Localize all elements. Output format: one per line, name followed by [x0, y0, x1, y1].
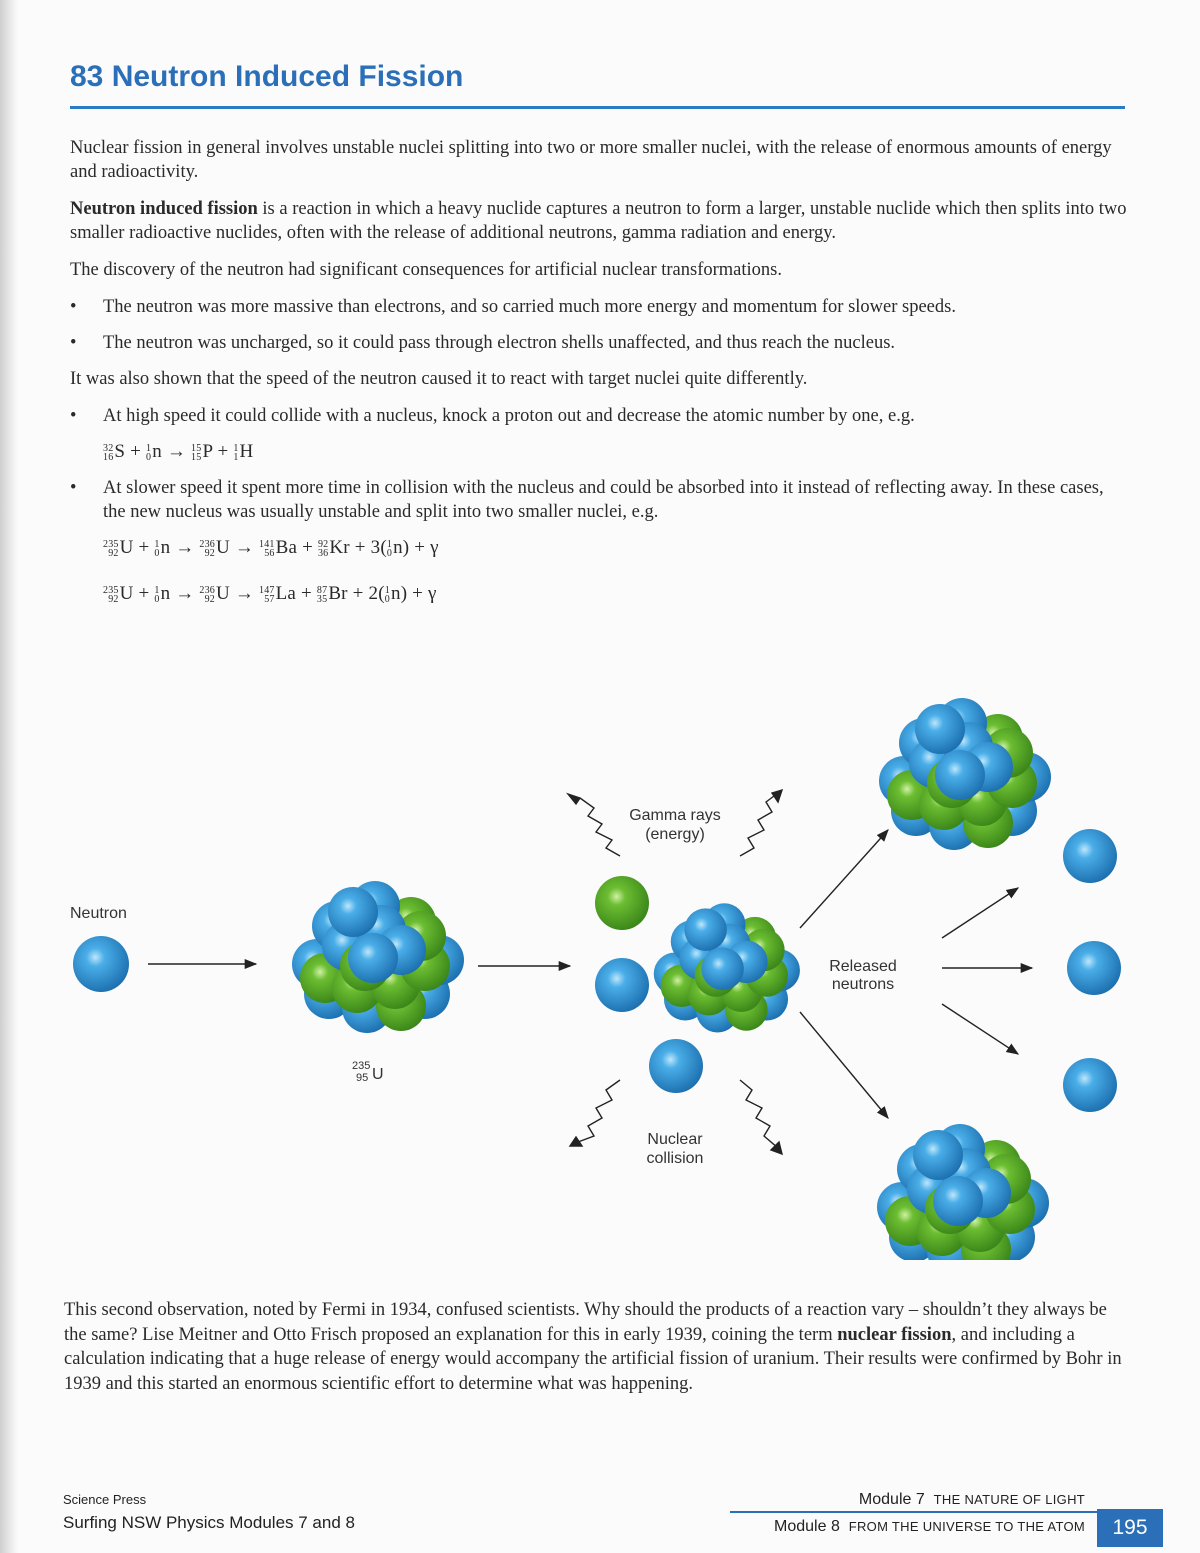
fragment-arrow-bottom [800, 1012, 888, 1118]
equation-uranium-barium: 235 92 U + 1 0 n → 236 92 U → 141 56 Ba + 92 36 Kr + 3( 1 0 n) + γ [103, 537, 439, 559]
released-neutron [595, 958, 649, 1012]
bullet-text: The neutron was more massive than electrons, and so carried much more energy and momentum for slower speeds. [103, 297, 956, 317]
neutron-arrow-down [942, 1004, 1018, 1054]
nuclide-notation: 1 0 [154, 584, 160, 605]
equation-uranium-lanthanum: 235 92 U + 1 0 n → 236 92 U → 147 57 La + 87 35 Br + 2( 1 0 n) + γ [103, 583, 437, 605]
uranium-atomic-number: 95 [356, 1072, 369, 1084]
bullet-uncharged [70, 331, 1130, 355]
bullet-high-speed [70, 404, 1130, 428]
page-title: 83 Neutron Induced Fission [70, 60, 464, 93]
footer-module-8: Module 8 FROM THE UNIVERSE TO THE ATOM [774, 1518, 1085, 1535]
uranium-symbol: U [372, 1066, 384, 1083]
released-neutrons-label-2: neutrons [831, 976, 895, 993]
nuclide-notation: 87 35 [316, 584, 328, 605]
gamma-label: Gamma rays [629, 807, 721, 824]
bullet-dot: • [70, 333, 77, 353]
collision-label: Nuclear [647, 1131, 703, 1148]
closing-paragraph: This second observation, noted by Fermi in 1934, confused scientists. Why should the products of a reaction vary – shouldn’t they always be the same? Lise Meitner and Otto Frisch proposed an explanation for this in early 1939, coining the term nuclear fission, and including a calculation indicating that a huge release of energy would accompany the artificial fission of uranium. Their results were confirmed by Bohr in 1939 and this started an enormous scientific effort to determine what was happening. [64, 1300, 1122, 1394]
paragraph-fission-intro: Nuclear fission in general involves unstable nuclei splitting into two or more smaller nuclei, with the release of enormous amounts of energy and radioactivity. [70, 138, 1112, 182]
neutron-arrow-up [942, 888, 1018, 938]
bullet-slow-speed [70, 476, 1130, 524]
fragment-arrow-top [800, 830, 888, 928]
released-neutron [1063, 1058, 1117, 1112]
paragraph-neutron-induced [70, 197, 1130, 245]
nuclide-notation: 1 0 [146, 442, 152, 463]
term-nuclear-fission: nuclear fission [837, 1324, 952, 1345]
paragraph-speed: It was also shown that the speed of the neutron caused it to react with target nuclei quite differently. [70, 369, 808, 389]
nuclide-notation: 92 36 [317, 538, 329, 559]
title-divider [70, 106, 1125, 109]
bullet-text: At high speed it could collide with a nucleus, knock a proton out and decrease the atomic number by one, e.g. [103, 406, 915, 426]
footer-divider [730, 1511, 1097, 1513]
nuclide-notation: 15 15 [191, 442, 202, 463]
bullet-dot: • [70, 297, 77, 317]
nuclide-notation: 1 0 [386, 538, 393, 559]
fission-fragment-bottom [877, 1124, 1049, 1260]
term-neutron-induced-fission: Neutron induced fission [70, 199, 258, 219]
definition-text: is a reaction in which a heavy nuclide captures a neutron to form a larger, unstable nuclide which then splits into two smaller radioactive nuclides, often with the release of additional neutrons, gamma radiation and energy. [70, 199, 1127, 243]
gamma-label-energy: (energy) [645, 826, 705, 843]
nuclide-notation: 141 56 [259, 538, 275, 559]
nuclide-notation: 235 92 [103, 538, 119, 559]
bullet-dot: • [70, 478, 77, 498]
nuclide-notation: 147 57 [259, 584, 275, 605]
fission-fragment-top [879, 698, 1051, 850]
body-text [70, 136, 1130, 618]
bullet-text: The neutron was uncharged, so it could pass through electron shells unaffected, and thus reach the nucleus. [103, 333, 896, 353]
released-neutron [649, 1039, 703, 1093]
neutron-label: Neutron [70, 905, 127, 922]
nuclide-notation: 236 92 [199, 584, 215, 605]
page-number: 195 [1097, 1509, 1163, 1547]
released-neutron [1067, 941, 1121, 995]
footer-book-title: Surfing NSW Physics Modules 7 and 8 [63, 1513, 355, 1532]
incoming-neutron [73, 936, 129, 992]
nuclide-notation: 1 0 [154, 538, 160, 559]
footer-publisher: Science Press [63, 1492, 147, 1507]
nuclide-notation: 1 0 [384, 584, 390, 605]
nuclide-notation: 32 16 [103, 442, 114, 463]
fission-diagram [0, 680, 1200, 1260]
bullet-dot: • [70, 406, 77, 426]
nuclide-notation: 235 92 [103, 584, 119, 605]
bullet-text: At slower speed it spent more time in collision with the nucleus and could be absorbed into it instead of reflecting away. In these cases, the new nucleus was usually unstable and split into two smaller nuclei, e.g. [103, 478, 1104, 522]
released-proton [595, 876, 649, 930]
bullet-more-massive [70, 295, 1130, 319]
nuclide-notation: 236 92 [199, 538, 215, 559]
nuclide-notation: 1 1 [233, 442, 239, 463]
uranium-mass-number: 235 [352, 1060, 371, 1072]
released-neutron [1063, 829, 1117, 883]
collision-label-2: collision [646, 1150, 704, 1167]
unstable-nucleus [654, 903, 800, 1032]
equation-sulfur: 32 16 S + 1 0 n → 15 15 P + 1 1 H [103, 441, 254, 463]
footer-module-7: Module 7 THE NATURE OF LIGHT [858, 1491, 1085, 1508]
released-neutrons-label: Released [829, 958, 897, 975]
uranium-nucleus [292, 881, 464, 1033]
paragraph-discovery: The discovery of the neutron had significant consequences for artificial nuclear transformations. [70, 260, 782, 280]
